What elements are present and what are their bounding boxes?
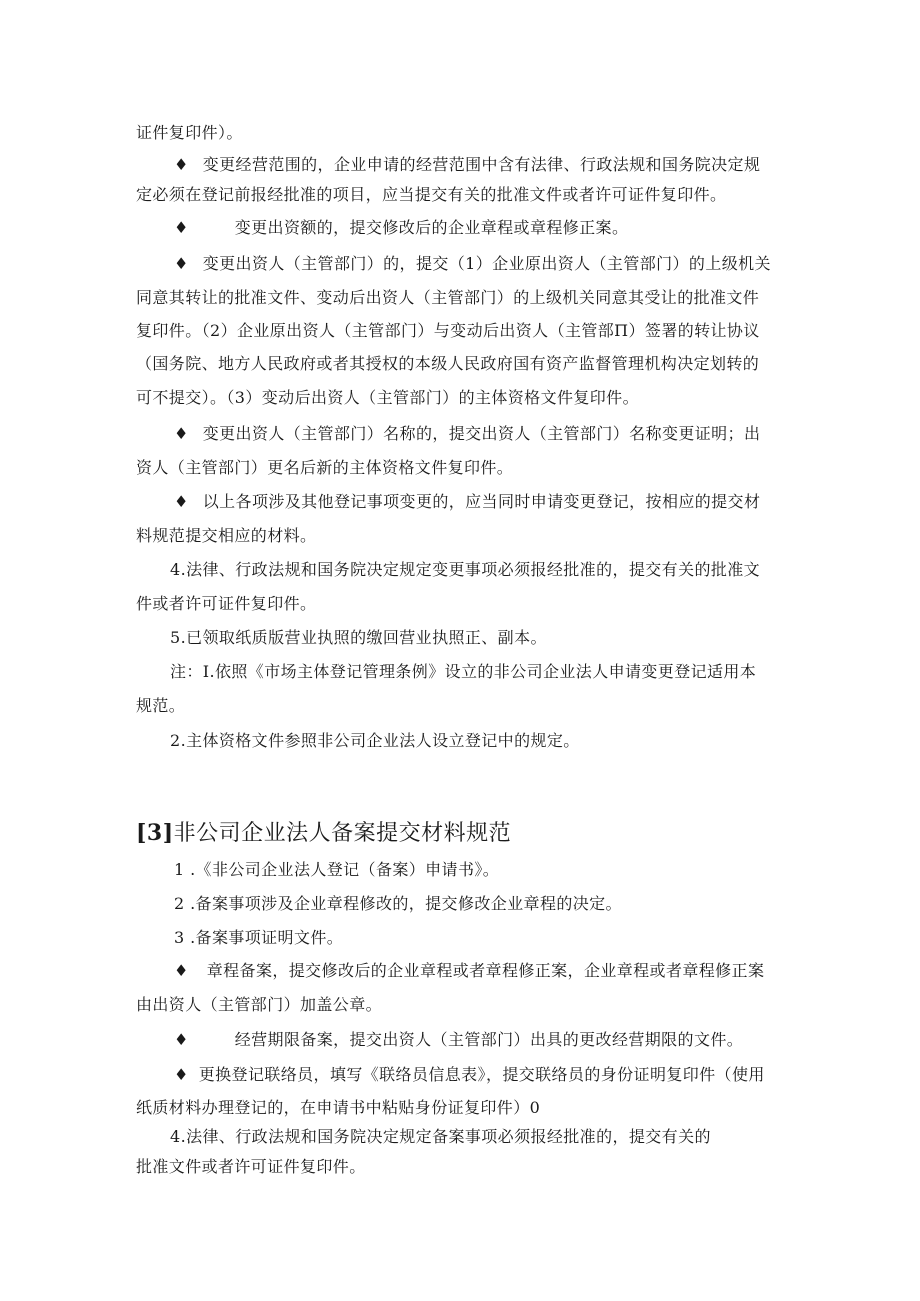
text-line: 由出资人（主管部门）加盖公章。 (136, 995, 383, 1014)
text-line: 件或者许可证件复印件。 (136, 594, 317, 613)
bullet-text: 更换登记联络员，填写《联络员信息表》，提交联络员的身份证明复印件（使用 (198, 1065, 765, 1084)
section-heading (136, 819, 511, 848)
diamond-bullet-icon: ♦ (174, 1030, 189, 1049)
section-number: [3] (136, 820, 174, 846)
list-item: 1 .《非公司企业法人登记（备案）申请书》。 (174, 860, 500, 879)
text-line: 批准文件或者许可证件复印件。 (136, 1157, 366, 1176)
diamond-bullet-icon: ♦ (174, 218, 189, 237)
bullet-text: 变更经营范围的，企业申请的经营范围中含有法律、行政法规和国务院决定规 (202, 155, 761, 174)
diamond-bullet-icon: ♦ (174, 492, 189, 511)
diamond-bullet-icon: ♦ (174, 961, 189, 980)
bullet-item (174, 1030, 743, 1050)
text-line: 证件复印件）。 (136, 123, 243, 142)
text-line: 复印件。（2）企业原出资人（主管部门）与变动后出资人（主管部Π）签署的转让协议 (136, 321, 760, 340)
note-line: 注：I.依照《市场主体登记管理条例》设立的非公司企业法人申请变更登记适用本 (170, 662, 757, 681)
text-line: 可不提交）。（3）变动后出资人（主管部门）的主体资格文件复印件。 (136, 388, 639, 407)
bullet-item (174, 424, 760, 444)
text-line: 资人（主管部门）更名后新的主体资格文件复印件。 (136, 458, 514, 477)
text-line: 4.法律、行政法规和国务院决定规定备案事项必须报经批准的，提交有关的 (170, 1127, 711, 1146)
note-line: 2.主体资格文件参照非公司企业法人设立登记中的规定。 (170, 731, 580, 750)
diamond-bullet-icon: ♦ (174, 155, 189, 174)
bullet-item (174, 218, 628, 238)
list-item: 2 .备案事项涉及企业章程修改的，提交修改企业章程的决定。 (174, 894, 622, 913)
section-title: 非公司企业法人备案提交材料规范 (173, 821, 512, 846)
bullet-item (174, 961, 764, 981)
bullet-text: 章程备案，提交修改后的企业章程或者章程修正案，企业章程或者章程修正案 (206, 961, 765, 980)
diamond-bullet-icon: ♦ (174, 254, 189, 273)
bullet-text: 经营期限备案，提交出资人（主管部门）出具的更改经营期限的文件。 (234, 1030, 744, 1049)
bullet-item (174, 254, 771, 274)
diamond-bullet-icon: ♦ (174, 424, 189, 443)
bullet-text: 以上各项涉及其他登记事项变更的，应当同时申请变更登记，按相应的提交材 (202, 492, 761, 511)
bullet-text: 变更出资人（主管部门）的，提交（1）企业原出资人（主管部门）的上级机关 (202, 254, 771, 273)
list-item: 3 .备案事项证明文件。 (174, 928, 344, 947)
text-line: 5.已领取纸质版营业执照的缴回营业执照正、副本。 (170, 628, 547, 647)
bullet-text: 变更出资人（主管部门）名称的，提交出资人（主管部门）名称变更证明；出 (202, 424, 761, 443)
text-line: 纸质材料办理登记的，在申请书中粘贴身份证复印件）0 (136, 1098, 541, 1117)
text-line: 定必须在登记前报经批准的项目，应当提交有关的批准文件或者许可证件复印件。 (136, 185, 727, 204)
bullet-item (174, 155, 760, 175)
text-line: （国务院、地方人民政府或者其授权的本级人民政府国有资产监督管理机构决定划转的 (136, 354, 760, 373)
text-line: 规范。 (136, 696, 186, 715)
bullet-item (174, 1065, 765, 1085)
bullet-text: 变更出资额的，提交修改后的企业章程或章程修正案。 (234, 218, 629, 237)
text-line: 料规范提交相应的材料。 (136, 526, 317, 545)
bullet-item (174, 492, 760, 512)
diamond-bullet-icon: ♦ (174, 1065, 189, 1084)
text-line: 4.法律、行政法规和国务院决定规定变更事项必须报经批准的，提交有关的批准文 (170, 560, 761, 579)
text-line: 同意其转让的批准文件、变动后出资人（主管部门）的上级机关同意其受让的批准文件 (136, 288, 760, 307)
